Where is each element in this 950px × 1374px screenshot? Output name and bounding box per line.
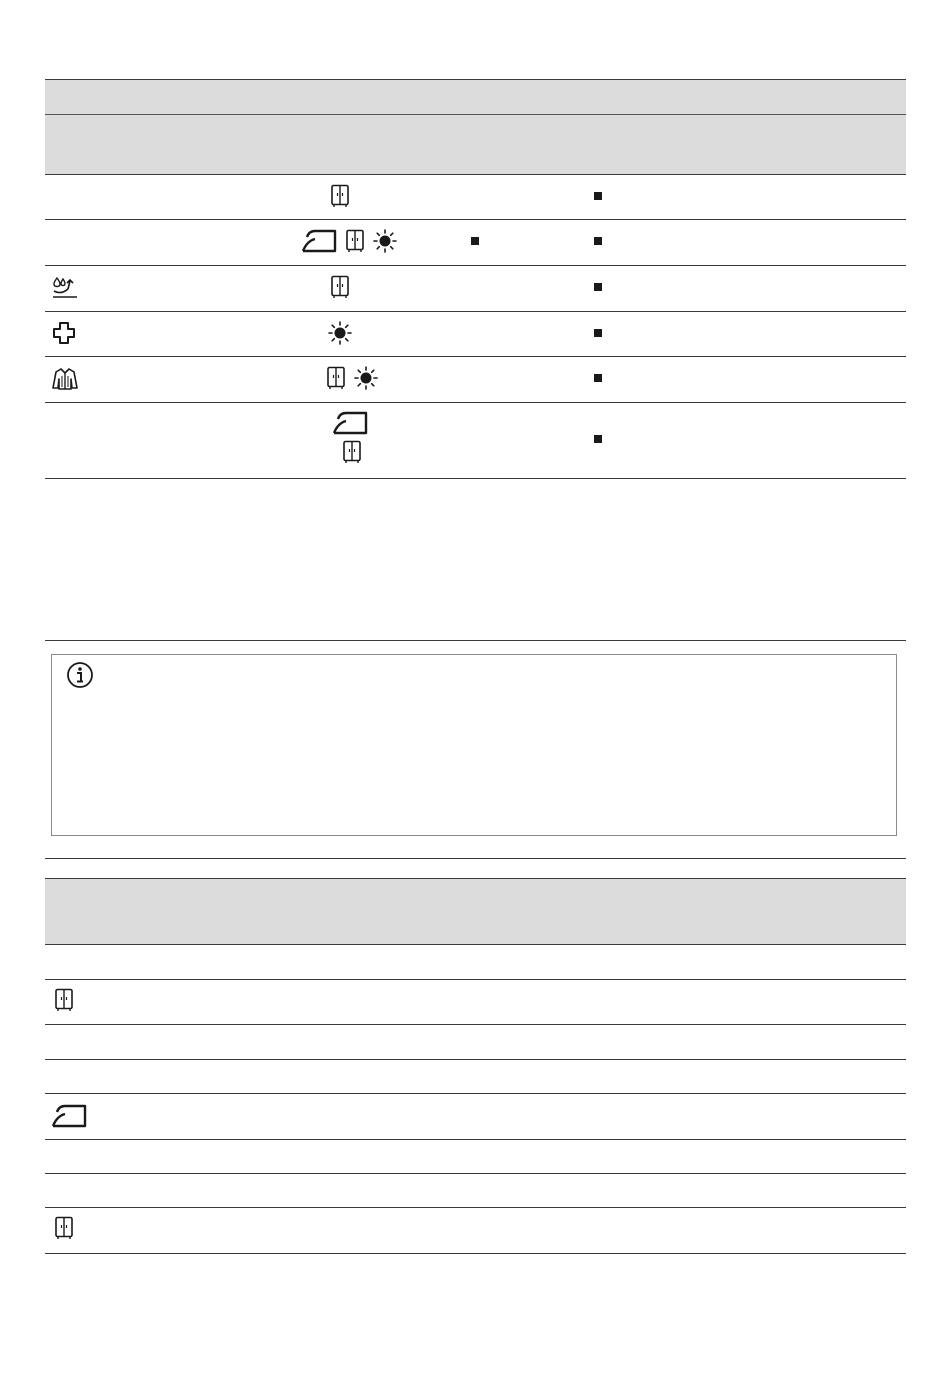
row-divider [45, 219, 906, 220]
cross-outline-icon [52, 321, 76, 345]
table-row [54, 1216, 74, 1240]
dry-icons-cell [330, 275, 350, 299]
table-subheader-row [45, 115, 906, 174]
dry-icons-cell [332, 411, 368, 464]
dry-icons-cell [301, 229, 397, 253]
cupboard-icon [54, 1216, 74, 1240]
row-divider [45, 174, 906, 175]
option-mark [594, 237, 602, 245]
program-icon-cell [51, 367, 79, 391]
row-divider [45, 1207, 906, 1208]
dry-icons-cell [330, 184, 350, 208]
table-header-row [45, 879, 906, 944]
option-mark [594, 192, 602, 200]
row-divider [45, 1059, 906, 1060]
sun-icon [373, 229, 397, 253]
row-divider [45, 1139, 906, 1140]
row-divider [45, 1173, 906, 1174]
option-mark [471, 237, 479, 245]
row-divider [45, 356, 906, 357]
jacket-icon [51, 367, 79, 391]
program-icon-cell [52, 321, 76, 345]
cupboard-icon [345, 229, 365, 253]
row-divider [45, 265, 906, 266]
option-mark [594, 283, 602, 291]
section-rule [45, 858, 906, 859]
info-note [51, 654, 897, 836]
dry-icons-cell [328, 321, 352, 345]
table-row [51, 1104, 87, 1128]
iron-icon [51, 1104, 87, 1128]
dry-icons-cell [326, 366, 378, 390]
cupboard-icon [330, 275, 350, 299]
table-bottom-rule [45, 1253, 906, 1254]
iron-icon [332, 411, 368, 435]
option-mark [594, 374, 602, 382]
cupboard-icon [326, 366, 346, 390]
row-divider [45, 1093, 906, 1094]
option-mark [594, 329, 602, 337]
row-divider [45, 311, 906, 312]
sun-icon [354, 366, 378, 390]
sun-icon [328, 321, 352, 345]
iron-icon [301, 229, 337, 253]
cupboard-icon [54, 988, 74, 1012]
cupboard-icon [330, 184, 350, 208]
table-bottom-rule [45, 478, 906, 479]
row-divider [45, 944, 906, 945]
row-divider [45, 1024, 906, 1025]
program-icon-cell [51, 276, 79, 300]
cupboard-icon [342, 440, 362, 464]
section-rule [45, 640, 906, 641]
table-row [54, 988, 74, 1012]
row-divider [45, 979, 906, 980]
info-icon [66, 661, 94, 689]
water-refresh-icon [51, 276, 79, 300]
table-header-row [45, 80, 906, 114]
option-mark [594, 435, 602, 443]
row-divider [45, 402, 906, 403]
